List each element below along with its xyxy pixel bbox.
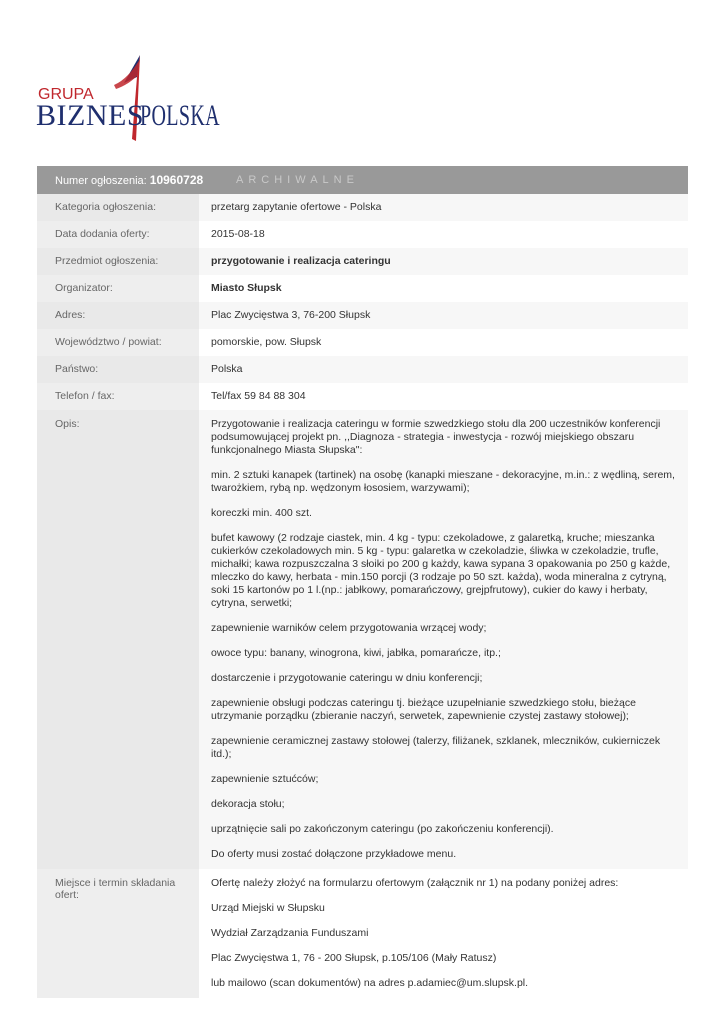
opis-paragraph: zapewnienie ceramicznej zastawy stołowej (talerzy, filiżanek, szklanek, mleczników, cukierniczek itd.); [211,735,661,760]
miejsce-paragraph: lub mailowo (scan dokumentów) na adres p.adamiec@um.slupsk.pl. [211,977,529,989]
miejsce-paragraph: Urząd Miejski w Słupsku [211,902,325,914]
field-value-telefon: Tel/fax 59 84 88 304 [199,383,688,410]
opis-paragraph: zapewnienie obsługi podczas cateringu tj. bieżące uzupełnianie szwedzkiego stołu, bieżące utrzymanie porządku (zbieranie naczyń, serwetek, zapewnienie czystej zastawy stołowej); [211,697,636,722]
logo-text-biznes: BIZNES [36,99,144,132]
field-value-miejsce [199,869,688,998]
row-adres [37,302,688,329]
row-miejsce-termin [37,869,688,998]
row-organizator [37,275,688,302]
row-opis [37,410,688,869]
announcement-number [37,173,218,187]
field-label: Województwo / powiat: [37,329,199,356]
miejsce-paragraph: Wydział Zarządzania Funduszami [211,927,369,939]
field-value-panstwo: Polska [199,356,688,383]
field-label: Data dodania oferty: [37,221,199,248]
announcement-header [37,166,688,194]
grupa-biznes-polska-logo[interactable] [36,55,226,145]
field-label: Adres: [37,302,199,329]
field-label: Telefon / fax: [37,383,199,410]
row-data-dodania [37,221,688,248]
logo-graphic [36,55,226,145]
opis-paragraph: zapewnienie sztućców; [211,773,319,785]
opis-paragraph: uprzątnięcie sali po zakończonym cateringu (po zakończeniu konferencji). [211,823,554,835]
field-value-organizator: Miasto Słupsk [211,282,282,294]
field-label: Kategoria ogłoszenia: [37,194,199,221]
field-label: Organizator: [37,275,199,302]
field-value-opis [199,410,688,869]
row-wojewodztwo [37,329,688,356]
miejsce-paragraph: Ofertę należy złożyć na formularzu ofertowym (załącznik nr 1) na podany poniżej adres: [211,877,619,889]
opis-paragraph: min. 2 sztuki kanapek (tartinek) na osobę (kanapki mieszane - dekoracyjne, m.in.: z wędliną, serem, twarożkiem, rybą np. wędzonym łososiem, warzywami); [211,469,675,494]
logo-text-grupa: GRUPA [38,86,94,103]
opis-paragraph: Przygotowanie i realizacja cateringu w formie szwedzkiego stołu dla 200 uczestników konferencji podsumowującej projekt pn. ,,Diagnoza - strategia - inwestycja - rozwój miejskiego obszaru funkcjonalnego Miasta Słupska": [211,418,661,456]
row-przedmiot [37,248,688,275]
opis-paragraph: bufet kawowy (2 rodzaje ciastek, min. 4 kg - typu: czekoladowe, z galaretką, kruche; mieszanka cukierków czekoladowych min. 5 kg - typu: galaretka w czekoladzie, śliwka w czekoladzie, trufle, michałki; kawa rozpuszczalna 3 słoiki po 200 g każdy, kawa sypana 3 opakowania po 250 g każde, mleczko do kawy, herbata - min.150 porcji (3 rodzaje po 50 szt. każda), woda mineralna z cytryną, soki 15 kartonów po 1 l.(np.: jabłkowy, pomarańczowy, grejpfrutowy), cukier do kawy i herbaty, cytryna, serwetki; [211,532,671,609]
row-kategoria [37,194,688,221]
status-badge: ARCHIWALNE [236,174,359,186]
announcement-table [37,166,688,998]
row-panstwo [37,356,688,383]
opis-paragraph: dostarczenie i przygotowanie cateringu w dniu konferencji; [211,672,483,684]
field-label: Opis: [37,410,199,869]
announcement-number-label: Numer ogłoszenia: [55,175,147,187]
field-value-przedmiot: przygotowanie i realizacja cateringu [211,255,391,267]
opis-paragraph: koreczki min. 400 szt. [211,507,312,519]
announcement-number-value: 10960728 [149,173,204,187]
opis-paragraph: dekoracja stołu; [211,798,285,810]
field-value-wojewodztwo: pomorskie, pow. Słupsk [199,329,688,356]
field-label: Przedmiot ogłoszenia: [37,248,199,275]
miejsce-paragraph: Plac Zwycięstwa 1, 76 - 200 Słupsk, p.105/106 (Mały Ratusz) [211,952,497,964]
opis-paragraph: owoce typu: banany, winogrona, kiwi, jabłka, pomarańcze, itp.; [211,647,501,659]
field-value-data: 2015-08-18 [199,221,688,248]
logo-text-polska: POLSKA [140,99,220,132]
opis-paragraph: Do oferty musi zostać dołączone przykładowe menu. [211,848,457,860]
opis-paragraph: zapewnienie warników celem przygotowania wrzącej wody; [211,622,487,634]
row-telefon [37,383,688,410]
field-label: Miejsce i termin składania ofert: [37,869,199,998]
field-value-adres: Plac Zwycięstwa 3, 76-200 Słupsk [199,302,688,329]
field-label: Państwo: [37,356,199,383]
field-value-kategoria: przetarg zapytanie ofertowe - Polska [199,194,688,221]
